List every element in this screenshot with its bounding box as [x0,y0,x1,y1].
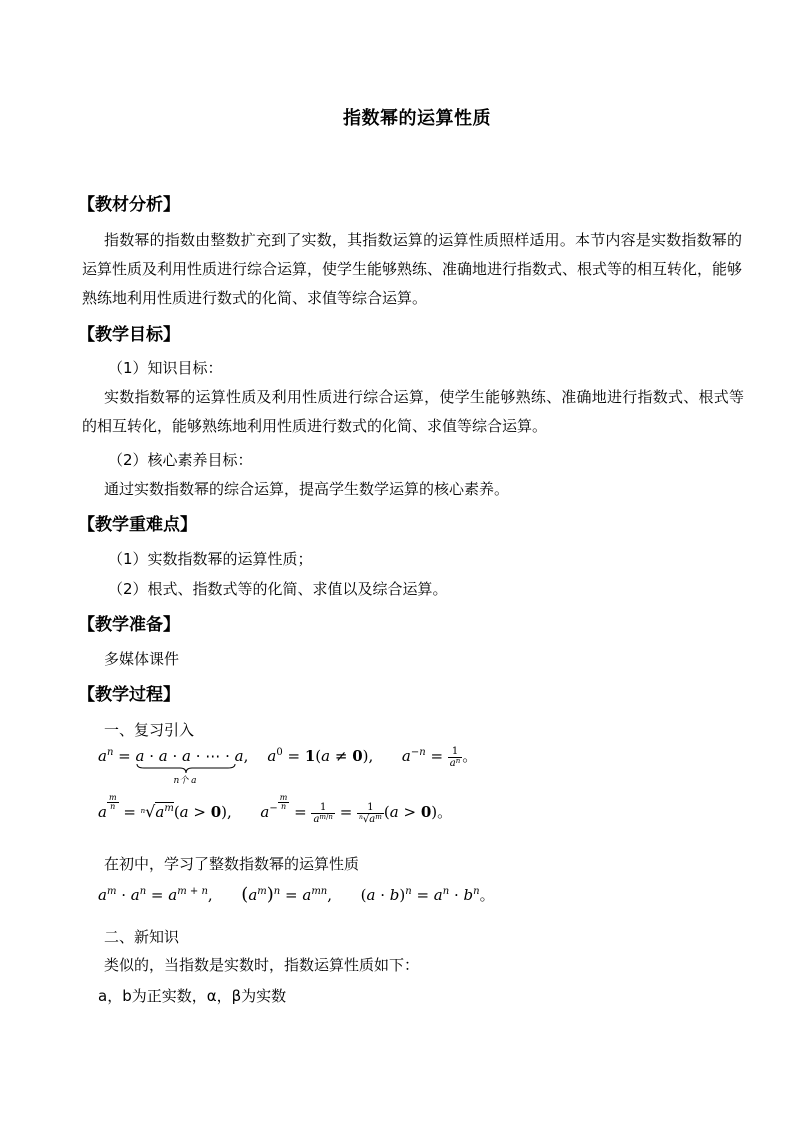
goal-core-body: 通过实数指数幂的综合运算，提高学生数学运算的核心素养。 [104,480,510,498]
keypoint-2: （2）根式、指数式等的化简、求值以及综合运算。 [108,580,448,598]
process-part-2: 二、新知识 [104,928,180,946]
page-title: 指数幂的运算性质 [343,108,491,129]
analysis-paragraph: 指数幂的指数由整数扩充到了实数，其指数运算的运算性质照样适用。本节内容是实数指数幂的运算性质及利用性质进行综合运算，使学生能够熟练、准确地进行指数式、根式等的相互转化，能够熟练地利用性质进行数式的化简、求值等综合运算。 [82,231,743,307]
goal-core-label: （2）核心素养目标： [108,451,253,469]
section-heading-prep: 【教学准备】 [78,615,180,635]
formula-integer-exponent-rules: $a^m \cdot a^n = a^{m + n}$, $(a^m)^n = a^{mn}$, $(a \cdot b)^n = a^n \cdot b^n$。 [98,884,495,905]
section-heading-process: 【教学过程】 [78,685,180,705]
section-heading-goals: 【教学目标】 [78,325,180,345]
formula-rational-exponent: a $^{\frac{m}{n}}$ = $^n√a^m(a > 0)$, $a^{- \frac{m}{n}}$ = $\frac{1}{a^{m/n}}$ = $\frac{1}{^n√a^m}$ (a > 0)。 [98,793,453,825]
process-part-1: 一、复习引入 [104,721,195,739]
conditions-text: a，b为正实数，α，β为实数 [98,987,287,1005]
section-heading-analysis: 【教材分析】 [78,195,180,215]
keypoint-1: （1）实数指数幂的运算性质； [108,550,313,568]
review-text: 在初中，学习了整数指数幂的运算性质 [104,855,360,873]
section-heading-keypoints: 【教学重难点】 [78,515,197,535]
new-knowledge-text: 类似的，当指数是实数时，指数运算性质如下： [104,956,420,974]
goal-knowledge-label: （1）知识目标： [108,359,223,377]
underbrace-label: n个 a [173,776,197,786]
goal-knowledge-body: 实数指数幂的运算性质及利用性质进行综合运算，使学生能够熟练、准确地进行指数式、根式等的相互转化，能够熟练地利用性质进行数式的化简、求值等综合运算。 [82,388,744,435]
formula-power-definition: $a^n = a \cdot a \cdot a$ · ⋯ · a n个 a , $a^0 = 1(a \ne 0)$, $a^{-n}$ = $\frac{1}{a^n}$ 。 [98,745,478,786]
prep-body: 多媒体课件 [104,650,180,668]
